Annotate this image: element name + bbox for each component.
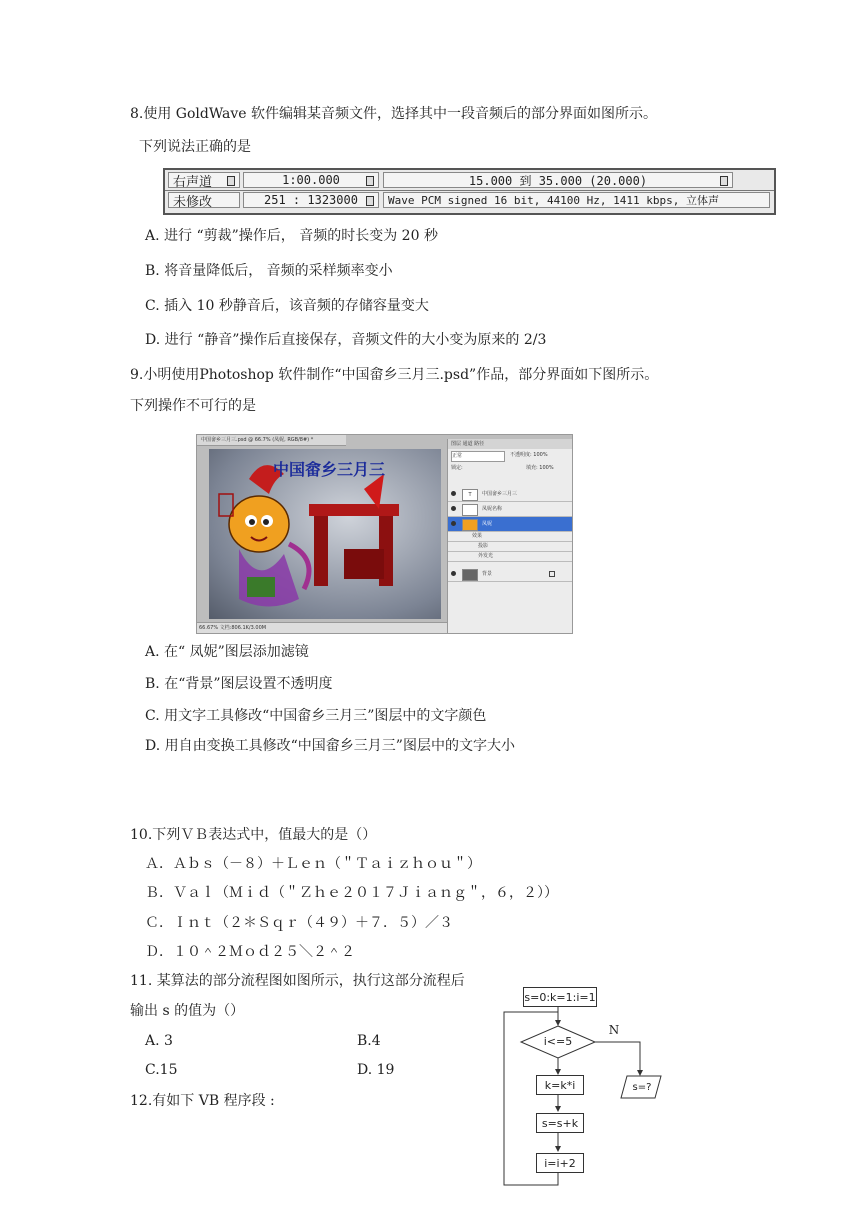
eye-icon[interactable] — [451, 506, 456, 511]
q10-stem: 10.下列ＶＢ表达式中，值最大的是（） — [130, 827, 377, 843]
q8-option-d: D. 进行 “静音”操作后直接保存，音频文件的大小变为原来的 2/3 — [145, 332, 547, 348]
modified-field — [168, 192, 240, 208]
q8-stem: 8.使用 GoldWave 软件编辑某音频文件，选择其中一段音频后的部分界面如图所示。 — [130, 106, 658, 122]
layer-row-background[interactable] — [448, 567, 573, 582]
artwork-title: 中国畲乡三月三 — [273, 460, 386, 479]
channel-label: 右声道 — [173, 174, 213, 190]
length-field — [243, 172, 379, 188]
lock-label: 锁定: — [451, 465, 463, 471]
q11-option-d: D. 19 — [357, 1062, 395, 1078]
photoshop-screenshot — [196, 434, 573, 634]
q8-option-c: C. 插入 10 秒静音后，该音频的存储容量变大 — [145, 298, 429, 314]
init-box: s=0:k=1:i=1 — [523, 987, 597, 1007]
step-i-box: i=i+2 — [536, 1153, 584, 1173]
document-canvas — [209, 449, 441, 619]
q10-option-b: Ｂ．Ｖａｌ（Ｍｉｄ（＂Ｚｈｅ２０１７Ｊｉａｎｇ＂，６，２）） — [145, 885, 558, 901]
layer-name: 凤妮 — [482, 521, 493, 527]
layer-name: 背景 — [482, 571, 493, 577]
effects-row[interactable] — [448, 532, 573, 542]
goldwave-status-bar — [163, 168, 776, 215]
selection-field — [383, 172, 733, 188]
q9-stem-2: 下列操作不可行的是 — [130, 398, 256, 414]
layer-name: 中国畲乡三月三 — [482, 491, 518, 497]
outer-glow-label: 外发光 — [478, 553, 494, 559]
outer-glow-row[interactable] — [448, 552, 573, 562]
fill-field[interactable]: 填充: 100% — [526, 465, 554, 471]
q10-option-a: Ａ．Ａｂｓ（－８）＋Ｌｅｎ（＂Ｔａｉｚｈｏｕ＂） — [145, 856, 481, 872]
channel-field — [168, 172, 240, 188]
q11-stem-2: 输出 s 的值为（） — [130, 1003, 245, 1019]
q10-option-d: Ｄ．１０＾２Ｍｏｄ２５＼２＾２ — [145, 944, 355, 960]
blend-mode-select[interactable]: 正常 — [451, 451, 505, 462]
position-value: 251 : 1323000 — [264, 193, 358, 207]
q8-option-b: B. 将音量降低后， 音频的采样频率变小 — [145, 263, 393, 279]
drop-shadow-label: 投影 — [478, 543, 489, 549]
q11-option-a: A. 3 — [145, 1033, 173, 1049]
q10-option-c: Ｃ．Ｉｎｔ（２＊Ｓｑｒ（４９）＋７．５）／３ — [145, 915, 453, 931]
q9-stem: 9.小明使用Photoshop 软件制作“中国畲乡三月三.psd”作品，部分界面如下图所示。 — [130, 367, 659, 383]
eye-icon[interactable] — [451, 571, 456, 576]
eye-icon[interactable] — [451, 491, 456, 496]
output-box: s=? — [632, 1081, 652, 1093]
document-tab: 中国畲乡三月三.psd @ 66.7% (凤妮, RGB/8#) * — [197, 435, 346, 446]
q8-stem-2: 下列说法正确的是 — [139, 139, 251, 155]
q11-option-c: C.15 — [145, 1062, 178, 1078]
layer-row-fengni[interactable] — [448, 517, 573, 532]
step-k-box: k=k*i — [536, 1075, 584, 1095]
status-bar: 66.67% 文档:806.1K/3.00M — [197, 622, 449, 633]
q12-stem: 12.有如下 VB 程序段 : — [130, 1093, 275, 1109]
length-value: 1:00.000 — [282, 173, 340, 187]
drop-shadow-row[interactable] — [448, 542, 573, 552]
q11-stem: 11. 某算法的部分流程图如图所示，执行这部分流程后 — [130, 973, 465, 989]
selection-value: 15.000 到 35.000 (20.000) — [468, 173, 648, 188]
modified-label: 未修改 — [173, 194, 213, 210]
flowchart — [500, 985, 680, 1195]
q9-option-c: C. 用文字工具修改“中国畲乡三月三”图层中的文字颜色 — [145, 708, 487, 724]
format-value: Wave PCM signed 16 bit, 44100 Hz, 1411 kbps, 立体声 — [388, 194, 720, 207]
format-field — [383, 192, 770, 208]
q9-option-a: A. 在“ 凤妮”图层添加滤镜 — [145, 644, 309, 660]
effects-label: 效果 — [472, 533, 483, 539]
lock-icon — [549, 571, 555, 577]
q8-option-a: A. 进行 “剪裁”操作后， 音频的时长变为 20 秒 — [145, 228, 438, 244]
layer-row-name[interactable] — [448, 502, 573, 517]
step-s-box: s=s+k — [536, 1113, 584, 1133]
eye-icon[interactable] — [451, 521, 456, 526]
q11-option-b: B.4 — [357, 1033, 381, 1049]
opacity-field[interactable]: 不透明度: 100% — [510, 452, 548, 458]
panel-tabs[interactable]: 图层 通道 路径 — [448, 439, 573, 449]
layers-panel — [447, 439, 573, 633]
condition-label: i<=5 — [543, 1034, 573, 1048]
layer-name: 凤妮名称 — [482, 506, 503, 512]
q9-option-d: D. 用自由变换工具修改“中国畲乡三月三”图层中的文字大小 — [145, 738, 515, 754]
no-label: N — [608, 1023, 620, 1037]
position-field — [243, 192, 379, 208]
q9-option-b: B. 在“背景”图层设置不透明度 — [145, 676, 333, 692]
layer-row-title[interactable]: T 中国畲乡三月三 — [448, 487, 573, 502]
